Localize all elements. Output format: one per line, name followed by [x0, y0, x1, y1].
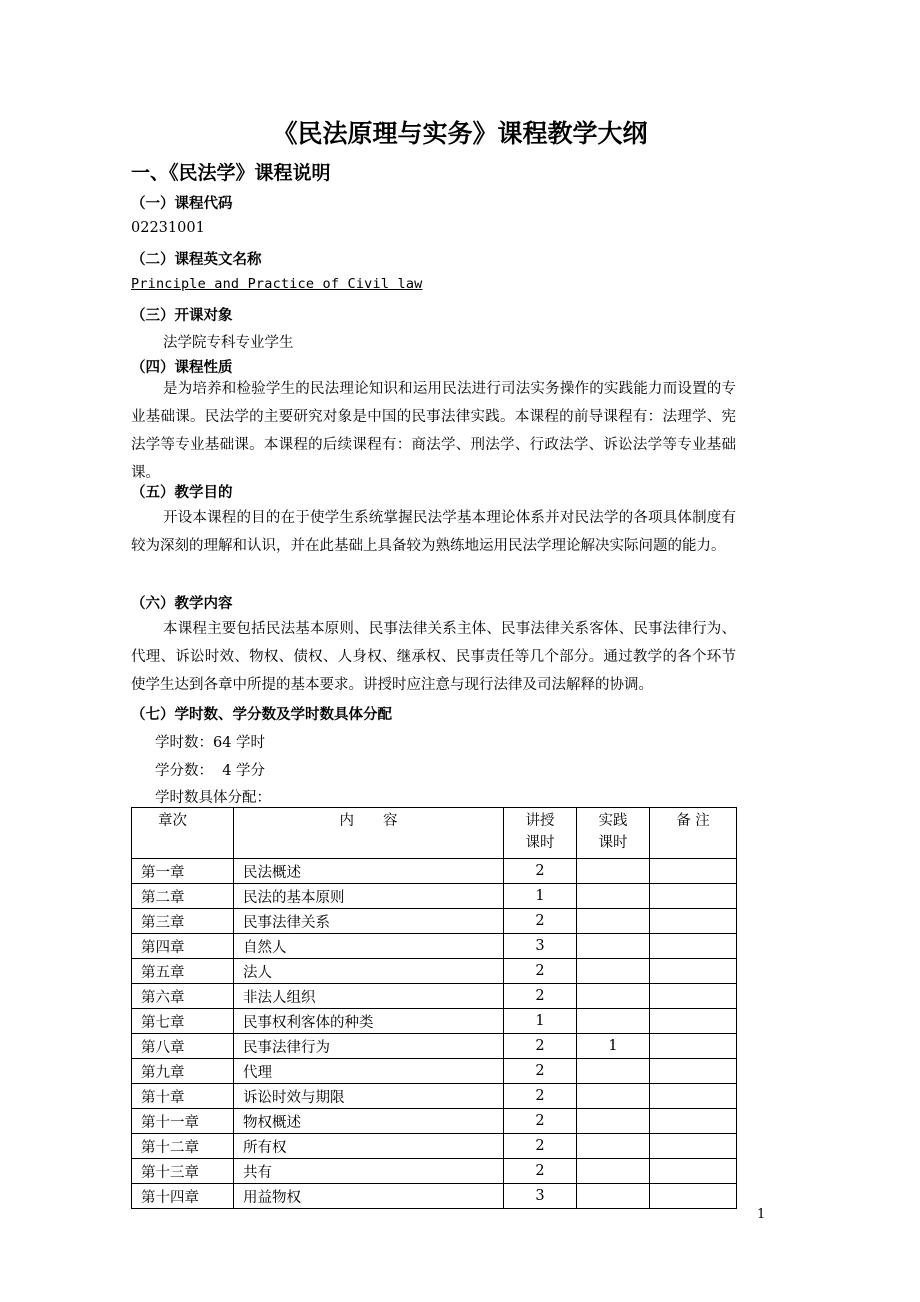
cell-lecture-hours: 2	[504, 1134, 577, 1159]
table-row	[132, 1009, 737, 1034]
cell-remarks	[650, 1159, 737, 1184]
cell-practice-hours	[577, 1084, 650, 1109]
cell-practice-hours	[577, 1184, 650, 1209]
table-row	[132, 1159, 737, 1184]
cell-lecture-hours: 2	[504, 859, 577, 884]
cell-content: 物权概述	[234, 1109, 504, 1134]
cell-chapter: 第九章	[132, 1059, 234, 1084]
cell-remarks	[650, 1084, 737, 1109]
credits: 学分数： 4 学分	[155, 763, 266, 779]
cell-practice-hours	[577, 1009, 650, 1034]
cell-chapter: 第一章	[132, 859, 234, 884]
cell-practice-hours	[577, 1109, 650, 1134]
cell-lecture-hours: 3	[504, 1184, 577, 1209]
cell-remarks	[650, 934, 737, 959]
heading-hours: （七）学时数、学分数及学时数具体分配	[131, 707, 392, 723]
cell-practice-hours	[577, 984, 650, 1009]
cell-practice-hours: 1	[577, 1034, 650, 1059]
cell-practice-hours	[577, 1159, 650, 1184]
cell-chapter: 第八章	[132, 1034, 234, 1059]
cell-practice-hours	[577, 1134, 650, 1159]
table-row	[132, 1059, 737, 1084]
cell-remarks	[650, 884, 737, 909]
table-row	[132, 959, 737, 984]
hours-table	[131, 807, 737, 1209]
heading-english-name: （二）课程英文名称	[131, 252, 262, 268]
table-row	[132, 1109, 737, 1134]
cell-remarks	[650, 1059, 737, 1084]
cell-chapter: 第十三章	[132, 1159, 234, 1184]
document-title: 《民法原理与实务》课程教学大纲	[272, 119, 648, 148]
cell-content: 非法人组织	[234, 984, 504, 1009]
table-row	[132, 859, 737, 884]
cell-remarks	[650, 1109, 737, 1134]
heading-content: （六）教学内容	[131, 596, 233, 612]
distribution-label: 学时数具体分配：	[155, 790, 271, 806]
cell-content: 用益物权	[234, 1184, 504, 1209]
heading-course-code: （一）课程代码	[131, 196, 233, 212]
cell-practice-hours	[577, 909, 650, 934]
header-practice-line1: 实践	[598, 813, 628, 829]
cell-lecture-hours: 2	[504, 959, 577, 984]
header-lecture	[504, 808, 577, 859]
header-content: 内 容	[234, 808, 504, 859]
cell-lecture-hours: 3	[504, 934, 577, 959]
cell-content: 民事法律行为	[234, 1034, 504, 1059]
header-practice-line2: 课时	[598, 835, 628, 851]
nature-paragraph: 是为培养和检验学生的民法理论知识和运用民法进行司法实务操作的实践能力而设置的专业基础课。民法学的主要研究对象是中国的民事法律实践。本课程的前导课程有：法理学、宪法学等专业基础课。本课程的后续课程有：商法学、刑法学、行政法学、诉讼法学等专业基础课。	[131, 381, 736, 481]
cell-chapter: 第五章	[132, 959, 234, 984]
cell-chapter: 第十一章	[132, 1109, 234, 1134]
cell-lecture-hours: 2	[504, 909, 577, 934]
cell-remarks	[650, 959, 737, 984]
table-row	[132, 1134, 737, 1159]
course-code: 02231001	[131, 220, 205, 236]
cell-practice-hours	[577, 884, 650, 909]
cell-practice-hours	[577, 859, 650, 884]
cell-lecture-hours: 2	[504, 1059, 577, 1084]
header-lecture-line1: 讲授	[525, 813, 555, 829]
table-row	[132, 1084, 737, 1109]
table-row	[132, 984, 737, 1009]
cell-content: 代理	[234, 1059, 504, 1084]
cell-lecture-hours: 2	[504, 1084, 577, 1109]
cell-content: 自然人	[234, 934, 504, 959]
cell-chapter: 第四章	[132, 934, 234, 959]
table-header-row	[132, 808, 737, 859]
heading-nature: （四）课程性质	[131, 360, 233, 376]
cell-chapter: 第七章	[132, 1009, 234, 1034]
english-name-link[interactable]: Principle and Practice of Civil law	[131, 276, 423, 292]
cell-lecture-hours: 2	[504, 1159, 577, 1184]
cell-content: 民事法律关系	[234, 909, 504, 934]
page-number: 1	[757, 1207, 766, 1222]
header-lecture-line2: 课时	[525, 835, 555, 851]
cell-practice-hours	[577, 959, 650, 984]
cell-content: 民事权利客体的种类	[234, 1009, 504, 1034]
table-row	[132, 884, 737, 909]
cell-remarks	[650, 909, 737, 934]
hours-total: 学时数：64 学时	[155, 735, 266, 751]
cell-remarks	[650, 1184, 737, 1209]
header-practice	[577, 808, 650, 859]
cell-content: 诉讼时效与期限	[234, 1084, 504, 1109]
cell-practice-hours	[577, 1059, 650, 1084]
content-paragraph: 本课程主要包括民法基本原则、民事法律关系主体、民事法律关系客体、民事法律行为、代理、诉讼时效、物权、债权、人身权、继承权、民事责任等几个部分。通过教学的各个环节使学生达到各章中所提的基本要求。讲授时应注意与现行法律及司法解释的协调。	[131, 621, 736, 693]
cell-content: 法人	[234, 959, 504, 984]
cell-chapter: 第十章	[132, 1084, 234, 1109]
cell-remarks	[650, 1034, 737, 1059]
cell-remarks	[650, 1009, 737, 1034]
cell-remarks	[650, 859, 737, 884]
cell-content: 民法概述	[234, 859, 504, 884]
table-row	[132, 1034, 737, 1059]
cell-content: 共有	[234, 1159, 504, 1184]
header-chapter: 章次	[132, 808, 234, 859]
cell-content: 所有权	[234, 1134, 504, 1159]
table-row	[132, 934, 737, 959]
cell-lecture-hours: 2	[504, 1034, 577, 1059]
cell-lecture-hours: 1	[504, 1009, 577, 1034]
cell-chapter: 第三章	[132, 909, 234, 934]
heading-audience: （三）开课对象	[131, 308, 233, 324]
cell-lecture-hours: 2	[504, 984, 577, 1009]
cell-chapter: 第十二章	[132, 1134, 234, 1159]
cell-practice-hours	[577, 934, 650, 959]
section-heading: 一、《民法学》课程说明	[131, 162, 331, 184]
cell-chapter: 第十四章	[132, 1184, 234, 1209]
purpose-paragraph: 开设本课程的目的在于使学生系统掌握民法学基本理论体系并对民法学的各项具体制度有较为深刻的理解和认识，并在此基础上具备较为熟练地运用民法学理论解决实际问题的能力。	[131, 510, 736, 554]
cell-chapter: 第二章	[132, 884, 234, 909]
table-row	[132, 1184, 737, 1209]
cell-remarks	[650, 1134, 737, 1159]
cell-lecture-hours: 1	[504, 884, 577, 909]
cell-chapter: 第六章	[132, 984, 234, 1009]
audience: 法学院专科专业学生	[163, 335, 294, 351]
cell-remarks	[650, 984, 737, 1009]
cell-content: 民法的基本原则	[234, 884, 504, 909]
heading-purpose: （五）教学目的	[131, 485, 233, 501]
cell-lecture-hours: 2	[504, 1109, 577, 1134]
header-remarks: 备 注	[650, 808, 737, 859]
table-row	[132, 909, 737, 934]
